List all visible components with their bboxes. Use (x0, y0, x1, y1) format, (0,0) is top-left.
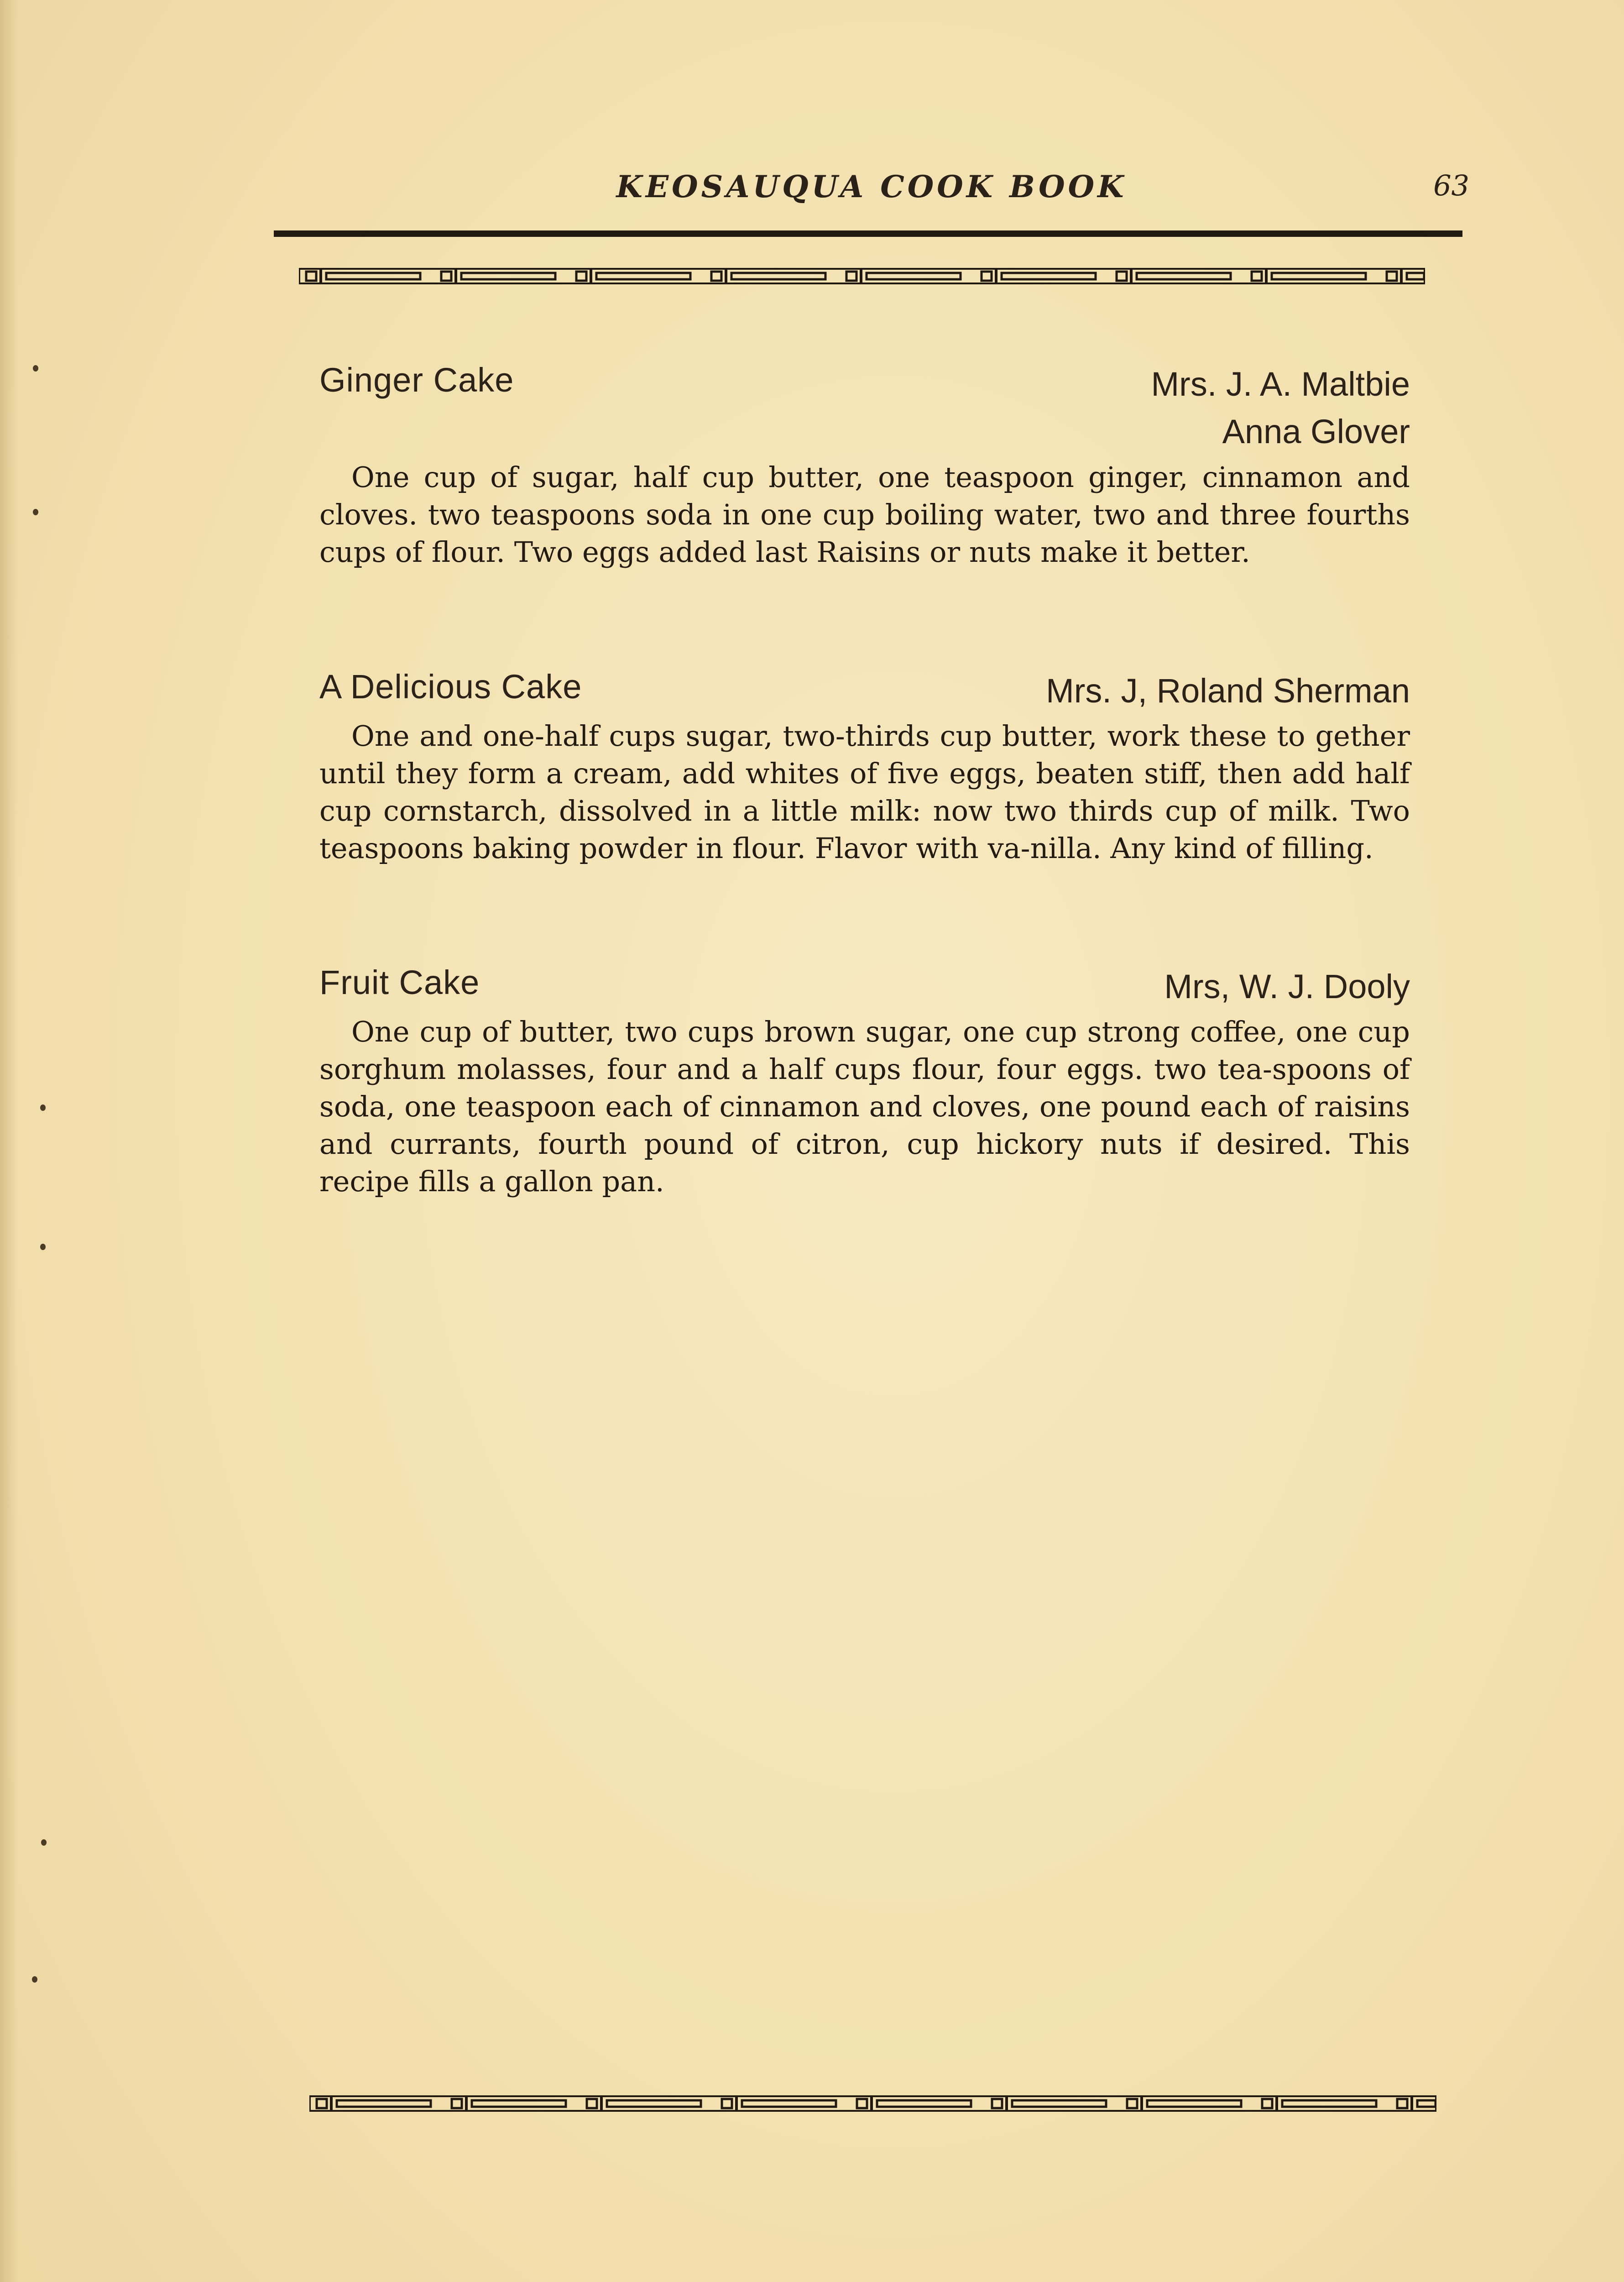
recipe-heading (319, 361, 1410, 459)
recipe-ginger-cake (319, 361, 1410, 571)
recipe-heading (319, 667, 1410, 717)
recipe-text: One cup of sugar, half cup butter, one teaspoon ginger, cinnamon and cloves. two teaspoons soda in one cup boiling water, two and three fourths cups of flour. Two eggs added last Raisins or nuts make it better. (319, 461, 1410, 569)
recipe-title: Ginger Cake (319, 361, 514, 399)
recipe-text: One cup of butter, two cups brown sugar, one cup strong coffee, one cup sorghum molasses, four and a half cups flour, four eggs. two tea-spoons of soda, one teaspoon each of cinnamon and cloves, one pound each of raisins and currants, fourth pound of citron, cup hickory nuts if desired. This recipe fills a gallon pan. (319, 1015, 1410, 1198)
bottom-greek-key-border (309, 2095, 1436, 2112)
recipe-title: Fruit Cake (319, 963, 480, 1001)
recipe-delicious-cake (319, 667, 1410, 867)
top-greek-key-border (299, 267, 1425, 285)
recipe-text: One and one-half cups sugar, two-thirds cup butter, work these to gether until they form a cream, add whites of five eggs, beaten stiff, then add half cup cornstarch, dissolved in a little milk: now two thirds cup of milk. Two teaspoons baking powder in flour. Flavor with va-nilla. Any kind of filling. (319, 719, 1410, 865)
recipe-fruit-cake (319, 963, 1410, 1200)
contributor-name: Anna Glover (1222, 413, 1410, 450)
page-edge-shadow (0, 0, 18, 2282)
recipe-heading (319, 963, 1410, 1013)
running-title: KEOSAUQUA COOK BOOK (616, 169, 1127, 204)
header-rule (274, 230, 1462, 237)
binding-speck (33, 509, 38, 515)
binding-speck (40, 1244, 46, 1250)
recipe-contributors (1164, 963, 1410, 1010)
binding-speck (32, 1976, 37, 1983)
recipe-contributors (1151, 361, 1410, 455)
page-number: 63 (1433, 169, 1469, 202)
contributor-name: Mrs, W. J. Dooly (1164, 968, 1410, 1005)
recipe-title: A Delicious Cake (319, 668, 582, 706)
contributor-name: Mrs. J. A. Maltbie (1151, 365, 1410, 403)
binding-speck (33, 365, 38, 372)
contributor-name: Mrs. J, Roland Sherman (1046, 672, 1410, 710)
binding-speck (40, 1104, 46, 1111)
page-header (274, 169, 1469, 224)
binding-speck (41, 1839, 47, 1846)
recipe-contributors (1046, 667, 1410, 715)
